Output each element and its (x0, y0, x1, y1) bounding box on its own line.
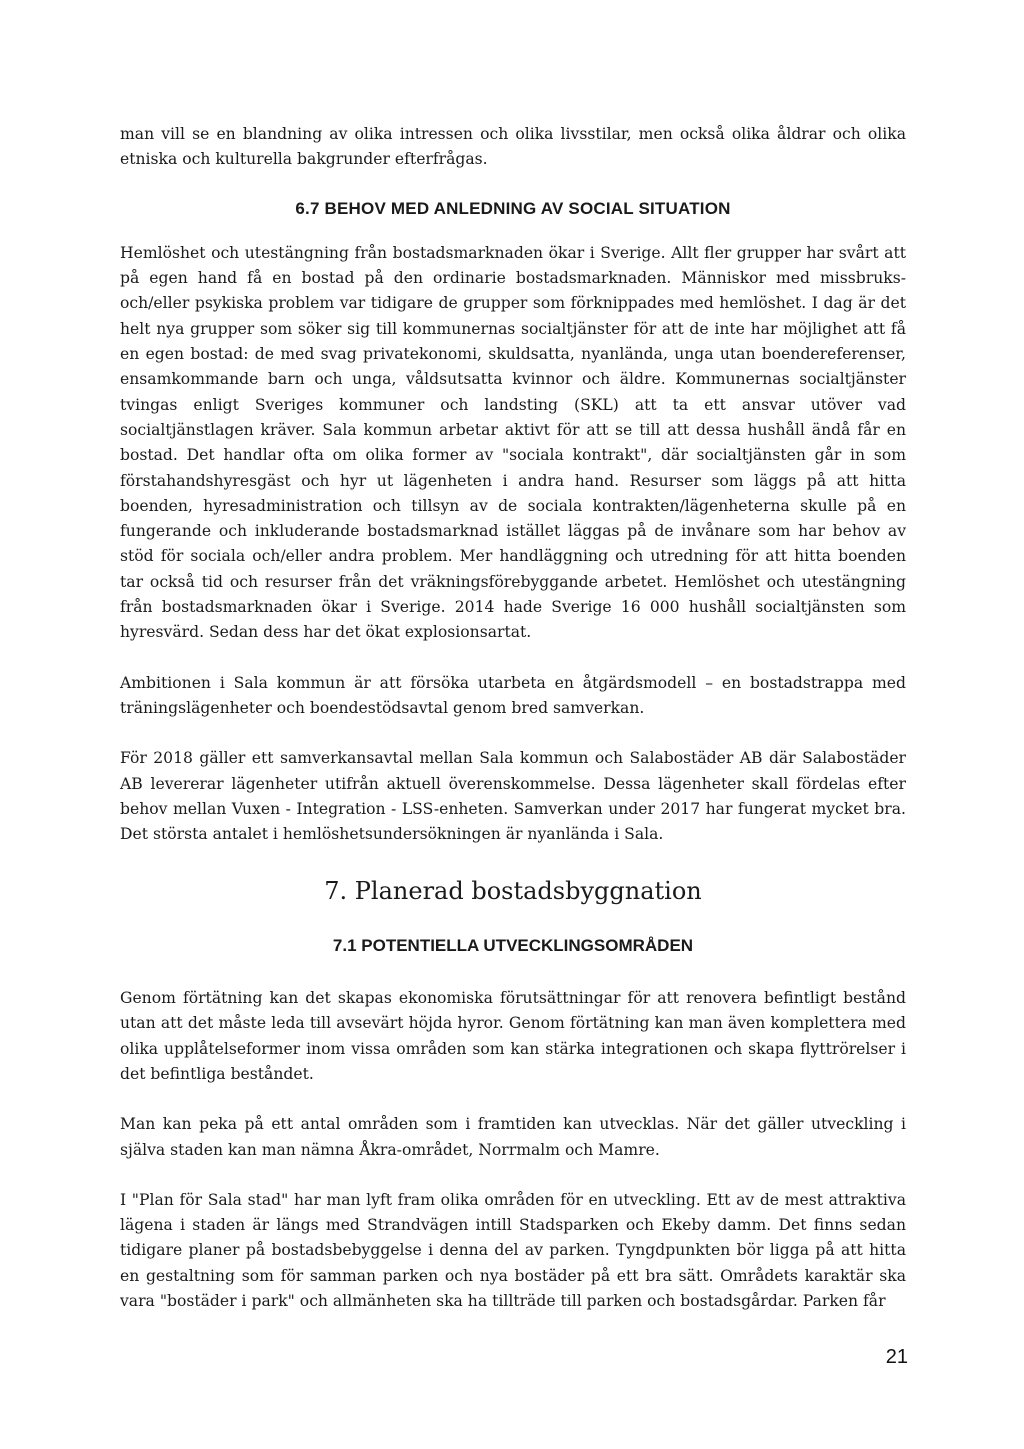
section-7-1-paragraph-1: Genom förtätning kan det skapas ekonomiska förutsättningar för att renovera befintligt bestånd utan att det måste leda till avsevärt höjda hyror. Genom förtätning kan man även komplettera med olika upplåtelseformer inom vissa områden som kan stärka integrationen och skapa flyttrörelser i det befintliga beståndet. (120, 989, 906, 1083)
chapter-7-heading: 7. Planerad bostadsbyggnation (324, 877, 702, 906)
section-6-7-paragraph-1: Hemlöshet och utestängning från bostadsmarknaden ökar i Sverige. Allt fler grupper har svårt att på egen hand få en bostad på den ordinarie bostadsmarknaden. Människor med missbruks- och/eller psykiska problem var tidigare de grupper som förknippades med hemlöshet. I dag är det helt nya grupper som söker sig till kommunernas socialtjänster för att de inte har möjlighet att få en egen bostad: de med svag privatekonomi, skuldsatta, nyanlända, unga utan boendereferenser, ensamkommande barn och unga, våldsutsatta kvinnor och äldre. Kommunernas socialtjänster tvingas enligt Sveriges kommuner och landsting (SKL) att ta ett ansvar utöver vad socialtjänstlagen kräver. Sala kommun arbetar aktivt för att se till att dessa hushåll ändå får en bostad. Det handlar ofta om olika former av "sociala kontrakt", där socialtjänsten går in som förstahandshyresgäst och hyr ut lägenheten i andra hand. Resurser som läggs på att hitta boenden, hyresadministration och tillsyn av de sociala kontrakten/lägenheterna skulle på en fungerande och inkluderande bostadsmarknad istället läggas på de invånare som har behov av stöd för sociala och/eller andra problem. Mer handläggning och utredning för att hitta boenden tar också tid och resurser från det vräkningsförebyggande arbetet. Hemlöshet och utestängning från bostadsmarknaden ökar i Sverige. 2014 hade Sverige 16 000 hushåll socialtjänsten som hyresvärd. Sedan dess har det ökat explosionsartat. (120, 243, 906, 642)
section-6-7-paragraph-2: Ambitionen i Sala kommun är att försöka utarbeta en åtgärdsmodell – en bostadstrappa med träningslägenheter och boendestödsavtal genom bred samverkan. (120, 673, 906, 717)
intro-paragraph: man vill se en blandning av olika intressen och olika livsstilar, men också olika åldrar och olika etniska och kulturella bakgrunder efterfrågas. (120, 125, 906, 169)
section-6-7-paragraph-3: För 2018 gäller ett samverkansavtal mellan Sala kommun och Salabostäder AB där Salabostäder AB levererar lägenheter utifrån aktuell överenskommelse. Dessa lägenheter skall fördelas efter behov mellan Vuxen - Integration - LSS-enheten. Samverkan under 2017 har fungerat mycket bra. Det största antalet i hemlöshetsundersökningen är nyanlända i Sala. (120, 749, 906, 844)
section-7-1-paragraph-2: Man kan peka på ett antal områden som i framtiden kan utvecklas. När det gäller utveckling i själva staden kan man nämna Åkra-området, Norrmalm och Mamre. (120, 1115, 906, 1159)
section-6-7-heading: 6.7 BEHOV MED ANLEDNING AV SOCIAL SITUATION (295, 198, 731, 218)
section-7-1-heading: 7.1 POTENTIELLA UTVECKLINGSOMRÅDEN (332, 935, 694, 955)
section-7-1-paragraph-3: I "Plan för Sala stad" har man lyft fram olika områden för en utveckling. Ett av de mest attraktiva lägena i staden är längs med Strandvägen intill Stadsparken och Ekeby damm. Det finns sedan tidigare planer på bostadsbebyggelse i denna del av parken. Tyngdpunkten bör ligga på att hitta en gestaltning som för samman parken och nya bostäder på ett bra sätt. Områdets karaktär ska vara "bostäder i park" och allmänheten ska ha tillträde till parken och bostadsgårdar. Parken får (120, 1190, 906, 1310)
page-content (120, 122, 906, 1314)
page-number: 21 (885, 1346, 908, 1368)
